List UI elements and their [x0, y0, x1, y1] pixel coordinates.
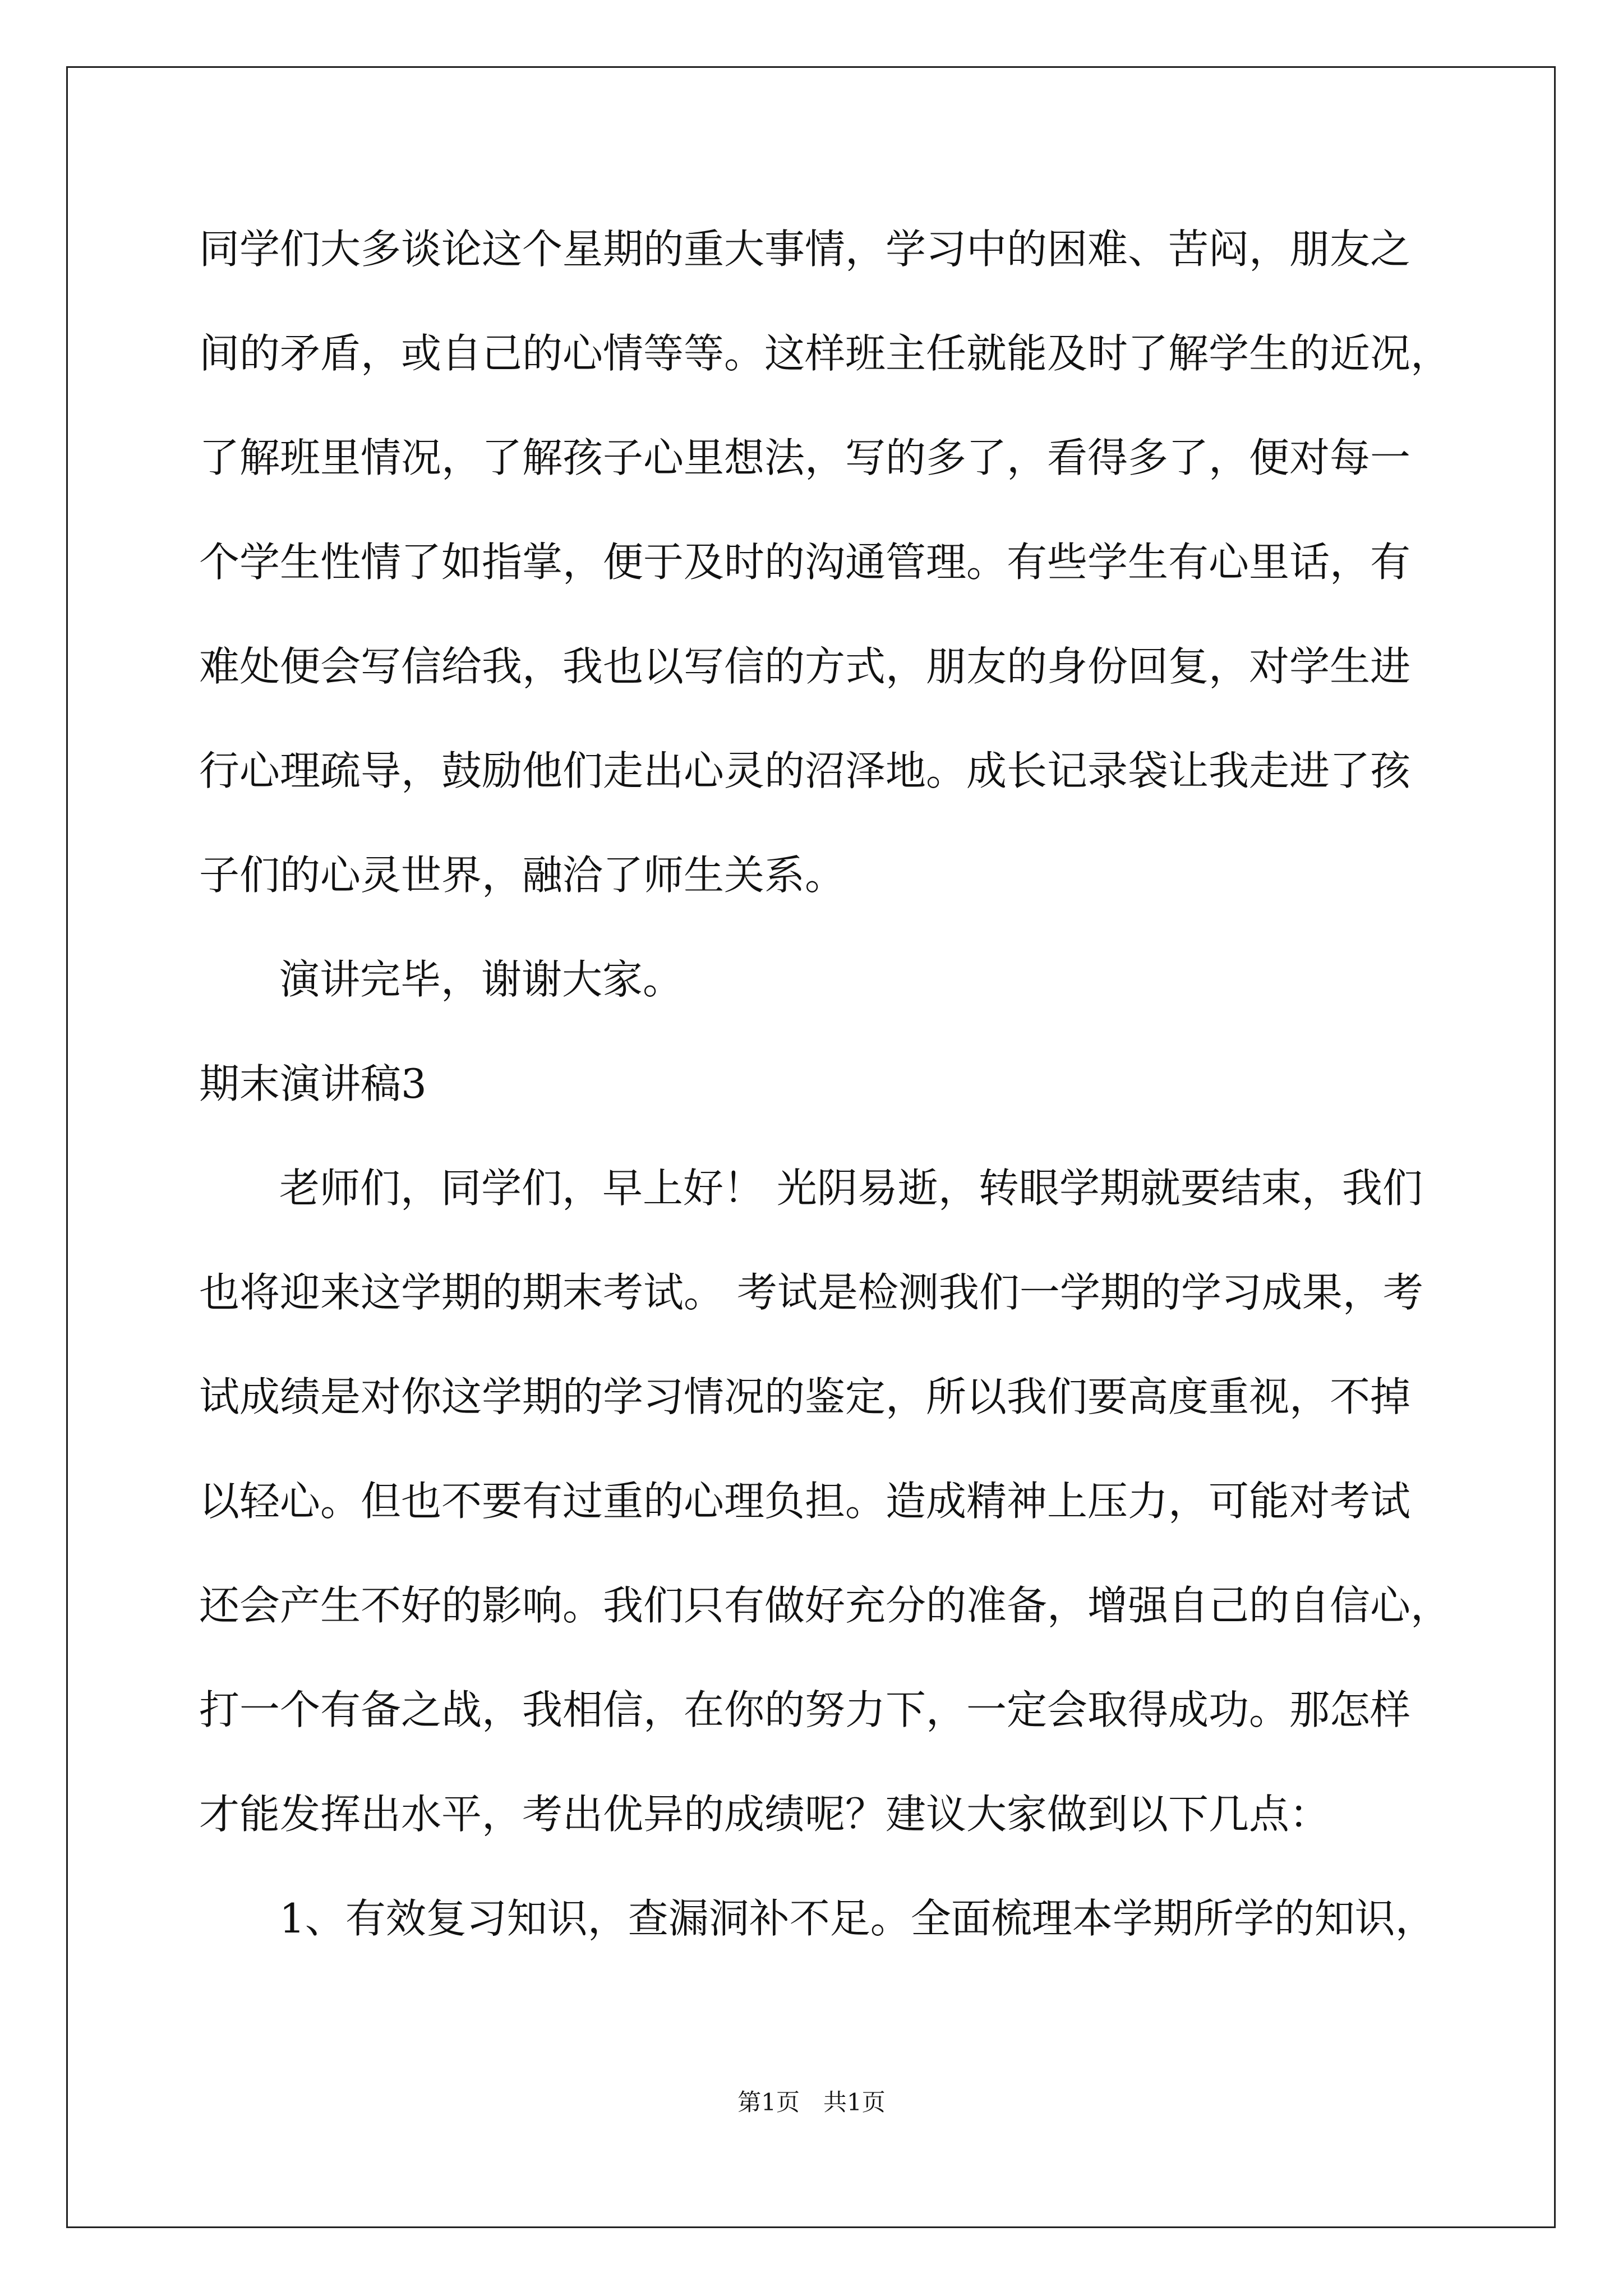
list-item: 1、有效复习知识，查漏洞补不足。全面梳理本学期所学的知识，: [279, 1895, 1436, 1942]
text-line: 行心理疏导，鼓励他们走出心灵的沼泽地。成长记录袋让我走进了孩: [199, 747, 1411, 794]
text-line: 了解班里情况，了解孩子心里想法，写的多了，看得多了，便对每一: [199, 434, 1411, 481]
section-heading: 期末演讲稿3: [199, 1060, 427, 1107]
text-line: 难处便会写信给我，我也以写信的方式，朋友的身份回复，对学生进: [199, 643, 1411, 690]
text-line: 同学们大多谈论这个星期的重大事情，学习中的困难、苦闷，朋友之: [199, 226, 1411, 273]
text-line: 以轻心。但也不要有过重的心理负担。造成精神上压力，可能对考试: [199, 1478, 1411, 1525]
text-line: 个学生性情了如指掌，便于及时的沟通管理。有些学生有心里话，有: [199, 539, 1411, 586]
text-line: 试成绩是对你这学期的学习情况的鉴定，所以我们要高度重视，不掉: [199, 1373, 1411, 1420]
text-line: 也将迎来这学期的期末考试。 考试是检测我们一学期的学习成果，考: [199, 1269, 1423, 1316]
text-line: 才能发挥出水平，考出优异的成绩呢？建议大家做到以下几点：: [199, 1791, 1330, 1838]
closing-line: 演讲完毕，谢谢大家。: [279, 956, 684, 1003]
text-line: 间的矛盾，或自己的心情等等。这样班主任就能及时了解学生的近况，: [199, 330, 1451, 377]
text-line: 还会产生不好的影响。我们只有做好充分的准备，增强自己的自信心，: [199, 1582, 1451, 1629]
text-line: 打一个有备之战，我相信，在你的努力下，一定会取得成功。那怎样: [199, 1686, 1411, 1733]
text-line: 老师们，同学们，早上好！ 光阴易逝，转眼学期就要结束，我们: [279, 1165, 1423, 1212]
page-footer: 第1页 共1页: [737, 2088, 886, 2116]
text-line: 子们的心灵世界，融洽了师生关系。: [199, 852, 846, 899]
